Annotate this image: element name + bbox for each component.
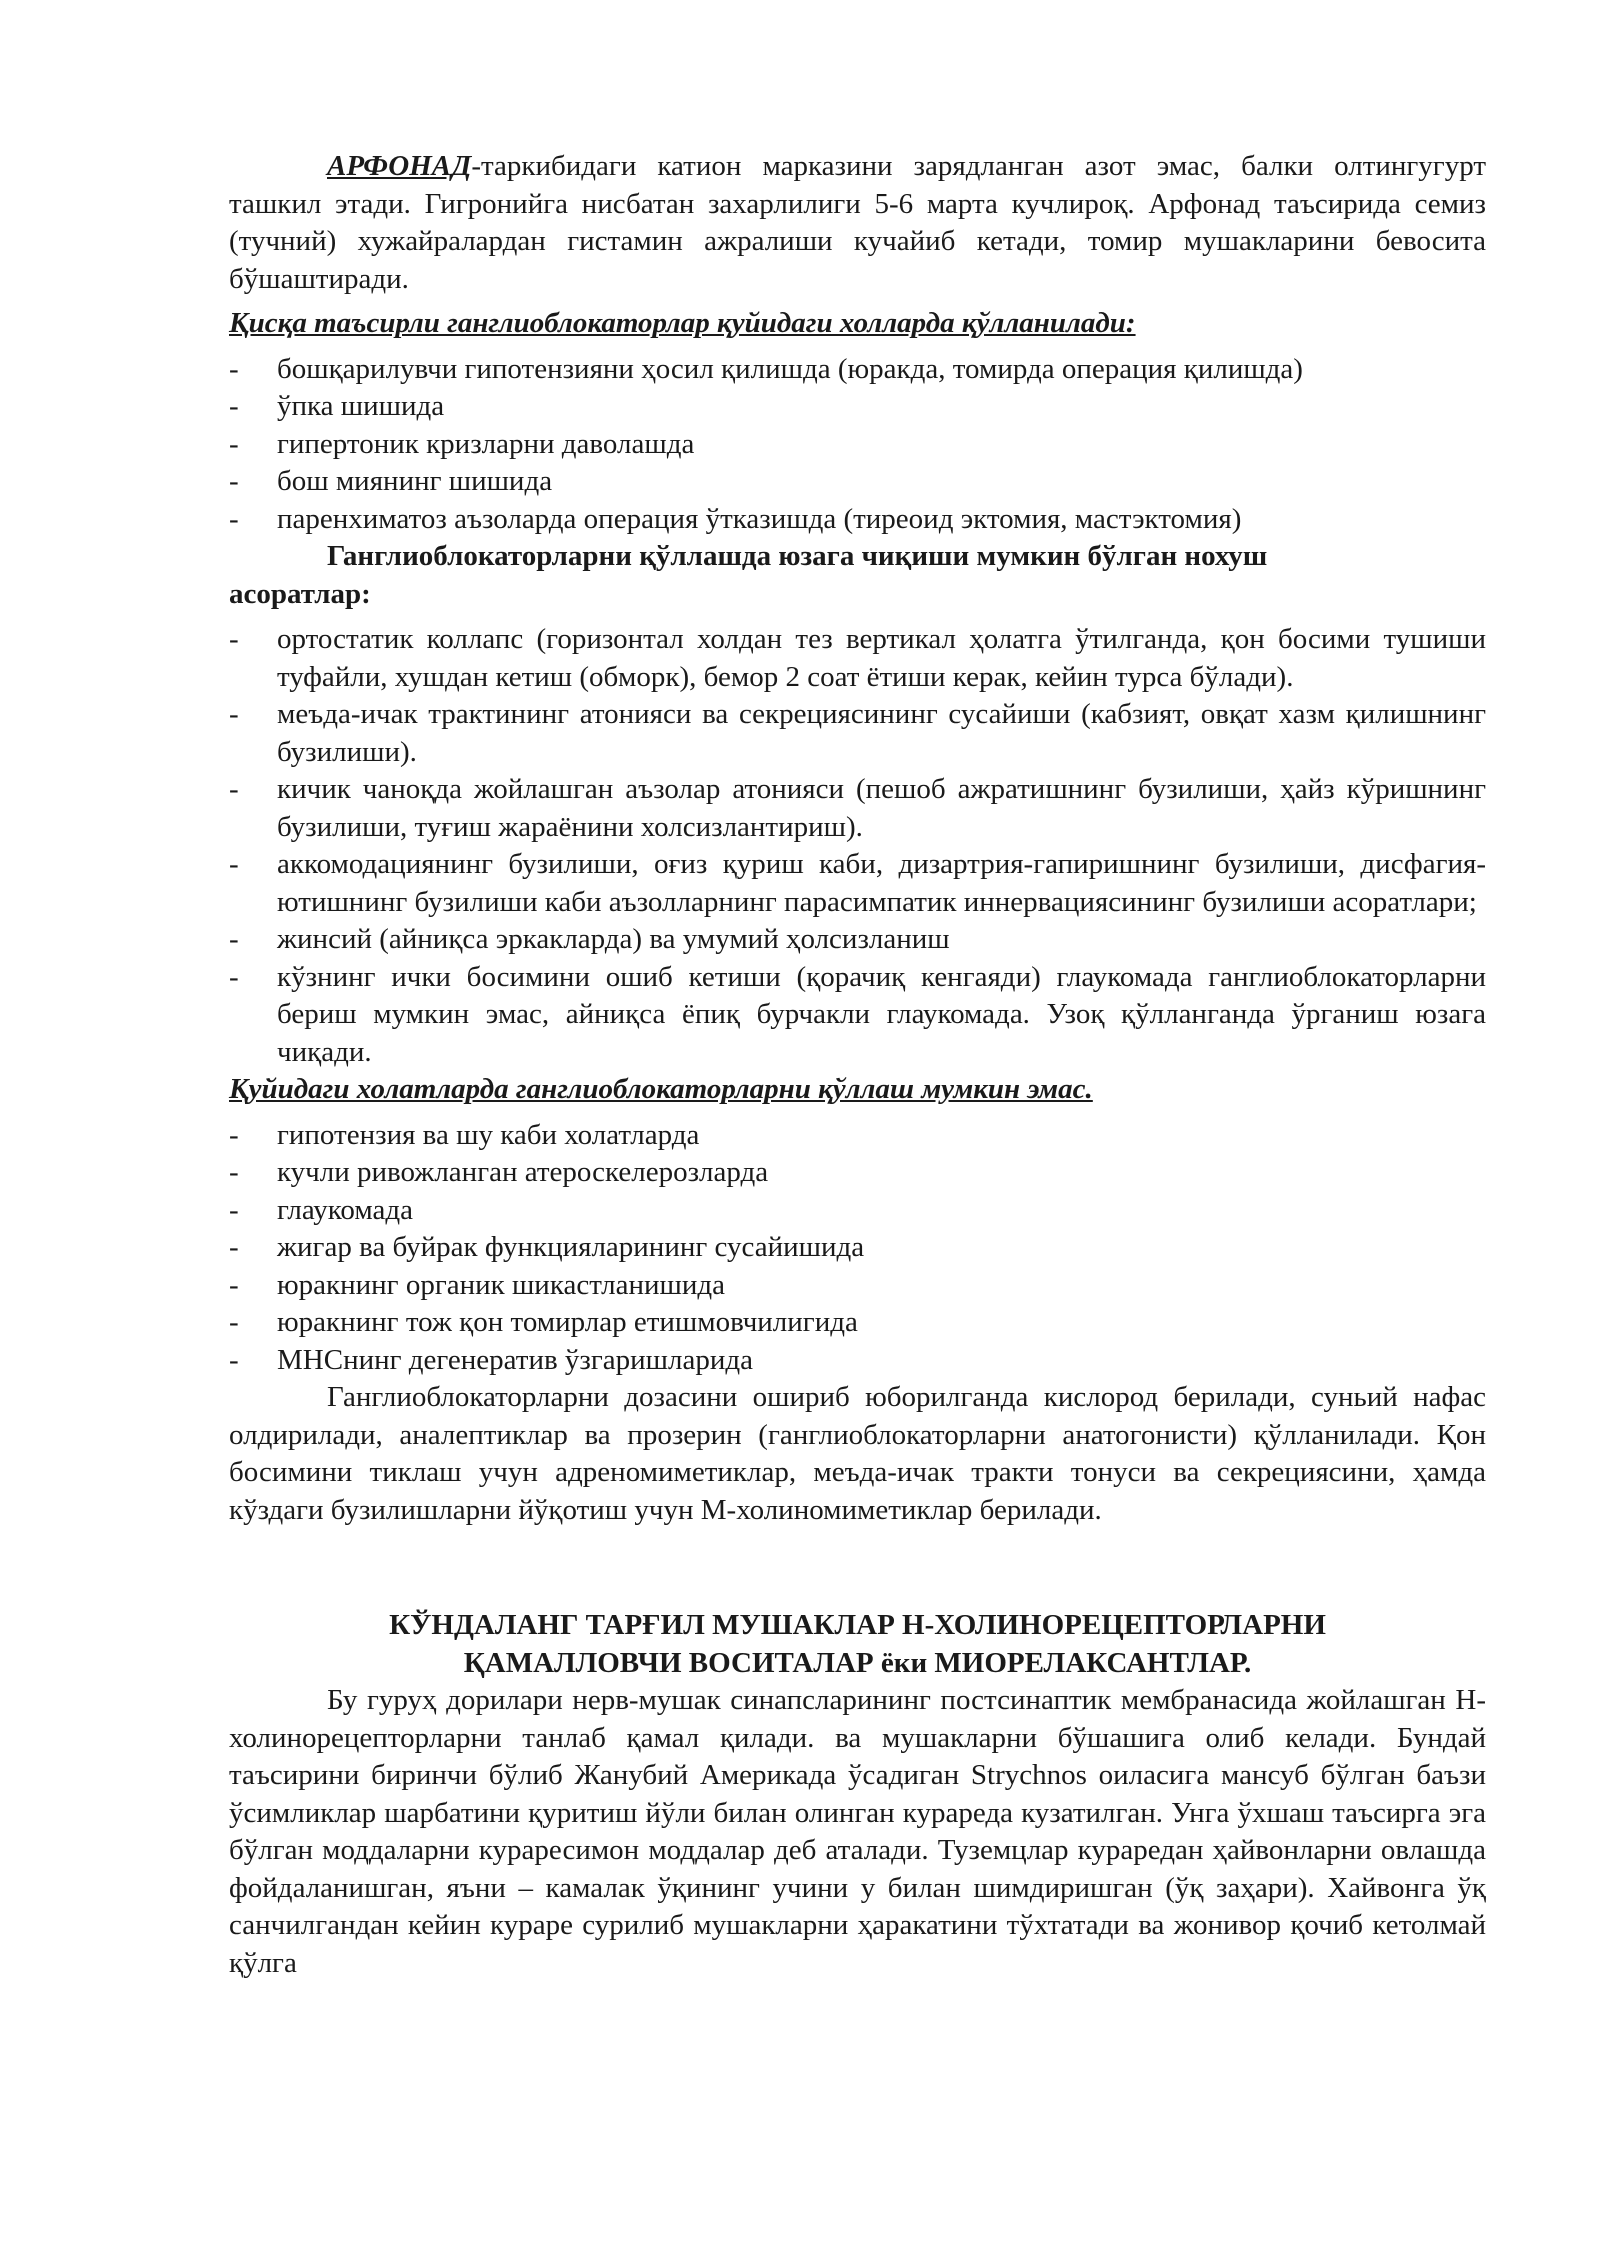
list-item: - жигар ва буйрак функцияларининг сусайишида (229, 1231, 865, 1263)
list-item: - бош миянинг шишида (229, 465, 553, 497)
contraindications-heading: Қуйидаги холатларда ганглиоблокаторларни қўллаш мумкин эмас. (229, 1073, 1093, 1105)
list-item: - паренхиматоз аъзоларда операция ўтказишда (тиреоид эктомия, мастэктомия) (229, 502, 1242, 535)
list-item: - жинсий (айниқса эркакларда) ва умумий ҳолсизланиш (229, 923, 950, 955)
list-item: - бошқарилувчи гипотензияни ҳосил қилишда (юракда, томирда операция қилишда) (229, 352, 1303, 385)
arfonad-description: -таркибидаги катион марказини зарядланган азот эмас, балки олтингугурт ташкил этади. Гигронийга нисбатан захарлилиги 5-6 марта кучлироқ. Арфонад таъсирида семиз (тучний) хужайралардан гистамин ажралиши кучайиб кетади, томир мушакларини бевосита бўшаштиради. (229, 150, 1486, 295)
list-item: - аккомодациянинг бузилиши, оғиз қуриш каби, дизартрия-гапиришнинг бузилиши, дисфагия-ютишнинг бузилиши каби аъзолларнинг парасимпатик иннервациясининг бузилиши асоратлари; (229, 848, 1486, 918)
overdose-paragraph: Ганглиоблокаторларни дозасини ошириб юборилганда кислород берилади, суньий нафас олдирилади, аналептиклар ва прозерин (ганглиоблокаторларни анатогонисти) қўлланилади. Қон босимини тиклаш учун адреномиметиклар, меъда-ичак тракти тонуси ва секрециясини, ҳамда кўздаги бузилишларни йўқотиш учун М-холиномиметиклар берилади. (229, 1381, 1486, 1526)
side-effects-heading: Ганглиоблокаторларни қўллашда юзага чиқиши мумкин бўлган нохуш асоратлар: (229, 540, 1268, 610)
list-item: - меъда-ичак трактининг атонияси ва секрециясининг сусайиши (кабзият, овқат хазм қилишнинг бузилиши). (229, 698, 1486, 768)
side-effects-list (229, 621, 1486, 1071)
list-item: - кўзнинг ички босимини ошиб кетиши (қорачиқ кенгаяди) глаукомада ганглиоблокаторларни бериш мумкин эмас, айниқса ёпиқ бурчакли глаукомада. Узоқ қўлланганда ўрганиш юзага чиқади. (229, 960, 1486, 1068)
list-item: - ўпка шишида (229, 390, 445, 422)
document-page (229, 148, 1486, 1982)
section-title: КЎНДАЛАНГ ТАРҒИЛ МУШАКЛАР Н-ХОЛИНОРЕЦЕПТОРЛАРНИ ҚАМАЛЛОВЧИ ВОСИТАЛАР ёки МИОРЕЛАКСАНТЛАР. (389, 1609, 1326, 1679)
list-item: - глаукомада (229, 1193, 414, 1226)
list-item: - юракнинг органик шикастланишида (229, 1268, 726, 1301)
arfonad-paragraph (229, 148, 1486, 298)
list-item: - юракнинг тож қон томирлар етишмовчилигида (229, 1306, 858, 1338)
list-item: - гипотензия ва шу каби холатларда (229, 1118, 700, 1151)
list-item: - кучли ривожланган атероскелерозларда (229, 1156, 769, 1188)
list-item: - МНСнинг дегенератив ўзгаришларида (229, 1343, 753, 1376)
list-item: - кичик чаноқда жойлашган аъзолар атонияси (пешоб ажратишнинг бузилиши, ҳайз кўришнинг бузилиши, туғиш жараёнини холсизлантириш). (229, 773, 1486, 843)
arfonad-term: АРФОНАД (327, 150, 472, 182)
contraindications-list (229, 1117, 1486, 1380)
short-acting-list (229, 351, 1486, 539)
muscle-relaxants-paragraph: Бу гуруҳ дорилари нерв-мушак синапсларининг постсинаптик мембранасида жойлашган Н-холинорецепторларни танлаб қамал қилади. ва мушакларни бўшашига олиб келади. Бундай таъсирини биринчи бўлиб Жанубий Америкада ўсадиган Strychnos оиласига мансуб бўлган баъзи ўсимликлар шарбатини қуритиш йўли билан олинган курареда кузатилган. Унга ўхшаш таъсирга эга бўлган моддаларни кураресимон моддалар деб аталади. Туземцлар кураредан ҳайвонларни овлашда фойдаланишган, яъни – камалак ўқининг учини у билан шимдиришган (ўқ заҳари). Хайвонга ўқ санчилгандан кейин кураре сурилиб мушакларни ҳаракатини тўхтатади ва жонивор қочиб кетолмай қўлга (229, 1684, 1486, 1979)
list-item: - ортостатик коллапс (горизонтал холдан тез вертикал ҳолатга ўтилганда, қон босими тушиши туфайли, хушдан кетиш (обморк), бемор 2 соат ётиши керак, кейин турса бўлади). (229, 623, 1486, 693)
list-item: - гипертоник кризларни даволашда (229, 427, 695, 460)
short-acting-heading: Қисқа таъсирли ганглиоблокаторлар қуйидаги холларда қўлланилади: (229, 307, 1136, 339)
